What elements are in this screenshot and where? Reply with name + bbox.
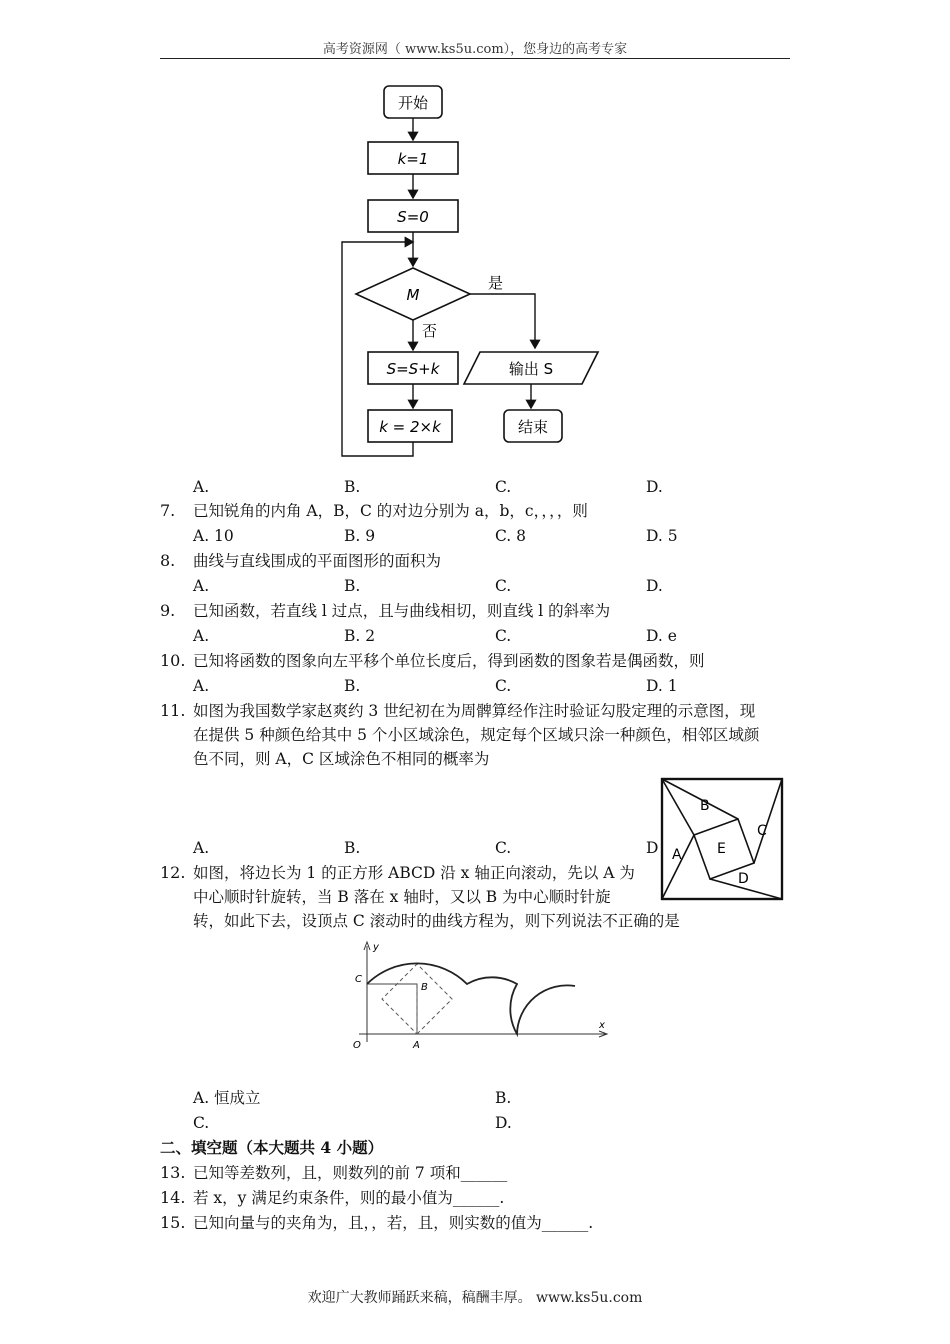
q12-text-line1: 如图，将边长为 1 的正方形 ABCD 沿 x 轴正向滚动，先以 A 为 (193, 864, 635, 882)
q8-option-a: A. (193, 577, 210, 595)
page-footer: 欢迎广大教师踊跃来稿，稿酬丰厚。 www.ks5u.com (307, 1290, 643, 1306)
q9-option-a: A. (193, 627, 210, 645)
q9-option-c: C. (495, 627, 512, 645)
q8-option-b: B. (344, 577, 361, 595)
q11-figure-label-c: C (757, 823, 767, 839)
q9-text: 已知函数，若直线 l 过点，且与曲线相切，则直线 l 的斜率为 (193, 602, 611, 620)
q10-option-c: C. (495, 677, 512, 695)
q10-option-d: D. 1 (646, 677, 678, 695)
q15-number: 15. (160, 1213, 186, 1232)
q8-option-d: D. (646, 577, 663, 595)
flow-condition-text: M (406, 286, 420, 304)
q13-text: 已知等差数列，且，则数列的前 7 项和______ (193, 1164, 508, 1182)
q11-figure-label-d: D (738, 871, 749, 887)
q12-axis-x: x (599, 1020, 605, 1031)
q6-option-c: C. (495, 478, 512, 496)
q14-text: 若 x，y 满足约束条件，则的最小值为______. (193, 1189, 505, 1207)
flow-init-s-text: S=0 (397, 208, 429, 226)
flowchart-figure (330, 78, 620, 462)
q12-axis-y: y (373, 942, 379, 953)
q10-option-a: A. (193, 677, 210, 695)
q12-text-line2: 中心顺时针旋转，当 B 落在 x 轴时，又以 B 为中心顺时针旋 (193, 888, 611, 906)
q9-option-d: D. e (646, 627, 677, 645)
q7-text: 已知锐角的内角 A，B，C 的对边分别为 a，b，c，，，，则 (193, 502, 588, 520)
q12-option-b: B. (495, 1089, 512, 1107)
flow-update-k-text: k = 2×k (379, 418, 441, 436)
q11-figure-label-a: A (672, 847, 682, 863)
q12-option-d: D. (495, 1114, 512, 1132)
q15-text: 已知向量与的夹角为，且，，若，且，则实数的值为______. (193, 1214, 594, 1232)
flow-output-text: 输出 S (508, 360, 554, 378)
q12-origin: O (353, 1040, 361, 1051)
q10-option-b: B. (344, 677, 361, 695)
q13-number: 13. (160, 1163, 186, 1182)
q11-text-line3: 色不同，则 A，C 区域涂色不相同的概率为 (193, 750, 490, 768)
q6-option-d: D. (646, 478, 663, 496)
q11-number: 11. (160, 701, 186, 720)
q12-number: 12. (160, 863, 186, 882)
q14-number: 14. (160, 1188, 186, 1207)
flow-yes-label: 是 (488, 274, 504, 292)
q12-figure (345, 938, 610, 1058)
q11-text-line1: 如图为我国数学家赵爽约 3 世纪初在为周髀算经作注时验证勾股定理的示意图，现 (193, 702, 756, 720)
q7-number: 7. (160, 501, 176, 520)
q7-option-a: A. 10 (193, 527, 234, 545)
q10-text: 已知将函数的图象向左平移个单位长度后，得到函数的图象若是偶函数，则 (193, 652, 705, 670)
flow-no-label: 否 (422, 322, 438, 340)
header-rule (160, 58, 790, 59)
q7-option-c: C. 8 (495, 527, 527, 545)
q11-option-b: B. (344, 839, 361, 857)
q11-option-c: C. (495, 839, 512, 857)
flow-update-s-text: S=S+k (386, 360, 440, 378)
q12-label-a: A (413, 1040, 420, 1051)
q11-figure-label-b: B (700, 798, 710, 814)
q10-number: 10. (160, 651, 186, 670)
q11-option-d: D (646, 839, 659, 857)
flow-end-text: 结束 (517, 418, 549, 436)
page-header: 高考资源网（ www.ks5u.com），您身边的高考专家 (322, 42, 628, 57)
q12-option-a: A. 恒成立 (193, 1089, 261, 1107)
q11-figure-label-e: E (717, 841, 726, 857)
q12-option-c: C. (193, 1114, 210, 1132)
q7-option-d: D. 5 (646, 527, 678, 545)
q8-option-c: C. (495, 577, 512, 595)
section2-title: 二、填空题（本大题共 4 小题） (160, 1138, 384, 1157)
q12-label-b: B (421, 982, 428, 993)
q6-option-a: A. (193, 478, 210, 496)
q11-text-line2: 在提供 5 种颜色给其中 5 个小区域涂色，规定每个区域只涂一种颜色，相邻区域颜 (193, 726, 760, 744)
q11-option-a: A. (193, 839, 210, 857)
q8-number: 8. (160, 551, 176, 570)
q9-number: 9. (160, 601, 176, 620)
q7-option-b: B. 9 (344, 527, 376, 545)
q8-text: 曲线与直线围成的平面图形的面积为 (193, 552, 442, 570)
flow-init-k-text: k=1 (397, 150, 429, 168)
q12-text-line3: 转，如此下去，设顶点 C 滚动时的曲线方程为，则下列说法不正确的是 (193, 912, 680, 930)
q12-label-c: C (355, 974, 362, 985)
q6-option-b: B. (344, 478, 361, 496)
q9-option-b: B. 2 (344, 627, 376, 645)
q11-figure (660, 777, 786, 905)
flow-start-text: 开始 (397, 94, 429, 112)
